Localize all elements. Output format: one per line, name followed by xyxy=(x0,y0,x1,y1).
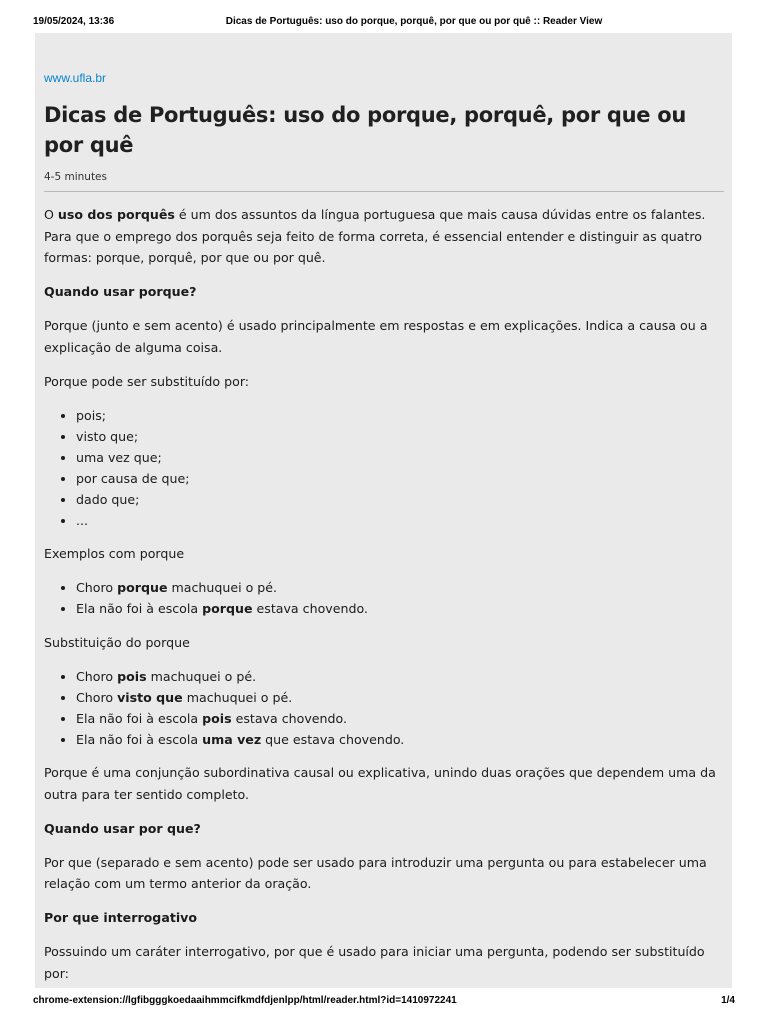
print-footer xyxy=(33,995,735,1009)
print-datetime: 19/05/2024, 13:36 xyxy=(33,16,115,27)
substitution-list xyxy=(44,666,724,750)
article-body xyxy=(44,204,724,988)
list-item: • Choro visto que machuquei o pé. xyxy=(76,687,724,708)
reading-time: 4-5 minutes xyxy=(44,171,107,183)
list-item: • Ela não foi à escola uma vez que estava chovendo. xyxy=(76,729,724,750)
paragraph-interrogativo: Possuindo um caráter interrogativo, por que é usado para iniciar uma pergunta, podendo ser substituído por: xyxy=(44,944,705,981)
intro-paragraph xyxy=(44,204,724,269)
heading-por-que-interrogativo: Por que interrogativo xyxy=(44,910,198,925)
article xyxy=(35,33,732,988)
list-item: • pois; xyxy=(76,405,724,426)
article-title: Dicas de Português: uso do porque, porquê, por que ou por quê xyxy=(44,103,687,157)
title-divider xyxy=(44,191,724,192)
reader-view-page xyxy=(35,33,732,988)
paragraph-por-que: Por que (separado e sem acento) pode ser usado para introduzir uma pergunta ou para estabelecer uma relação com um termo anterior da oração. xyxy=(44,854,707,891)
substitutes-list xyxy=(44,405,724,531)
paragraph-porque: Porque (junto e sem acento) é usado principalmente em respostas e em explicações. Indica a causa ou a explicação de alguma coisa. xyxy=(44,318,708,355)
list-item: • ... xyxy=(76,510,724,531)
paragraph-conjuncao: Porque é uma conjunção subordinativa causal ou explicativa, unindo duas orações que dependem uma da outra para ter sentido completo. xyxy=(44,765,716,802)
list-item: • por causa de que; xyxy=(76,468,724,489)
list-item: • Ela não foi à escola porque estava chovendo. xyxy=(76,598,724,619)
heading-quando-usar-por-que: Quando usar por que? xyxy=(44,820,201,836)
list-item: • Choro porque machuquei o pé. xyxy=(76,577,724,598)
examples-list xyxy=(44,577,724,619)
print-page-title: Dicas de Português: uso do porque, porquê, por que ou por quê :: Reader View xyxy=(225,16,603,27)
print-url: chrome-extension://lgfibgggkoedaaihmmcifkmdfdjenlpp/html/reader.html?id=1410972241 xyxy=(33,995,457,1006)
list-item: • visto que; xyxy=(76,426,724,447)
print-header xyxy=(33,16,735,30)
list-item: • dado que; xyxy=(76,489,724,510)
examples-heading: Exemplos com porque xyxy=(44,546,185,561)
list-item: • uma vez que; xyxy=(76,447,724,468)
heading-quando-usar-porque: Quando usar porque? xyxy=(44,284,197,299)
substitution-heading: Substituição do porque xyxy=(44,634,190,650)
intro-text-1: O xyxy=(44,207,58,222)
paragraph-substituido: Porque pode ser substituído por: xyxy=(44,373,250,389)
list-item: • Choro pois machuquei o pé. xyxy=(76,666,724,687)
source-domain-link[interactable]: www.ufla.br xyxy=(44,71,107,85)
list-item: • Ela não foi à escola pois estava chovendo. xyxy=(76,708,724,729)
intro-text-2: é um dos assuntos da língua portuguesa que mais causa dúvidas entre os falantes. Para que o emprego dos porquês seja feito de forma correta, é essencial entender e distinguir as quatro formas: porque, porquê, por que ou por quê. xyxy=(44,207,706,265)
intro-bold: uso dos porquês xyxy=(57,207,175,222)
page-number: 1/4 xyxy=(721,995,735,1006)
